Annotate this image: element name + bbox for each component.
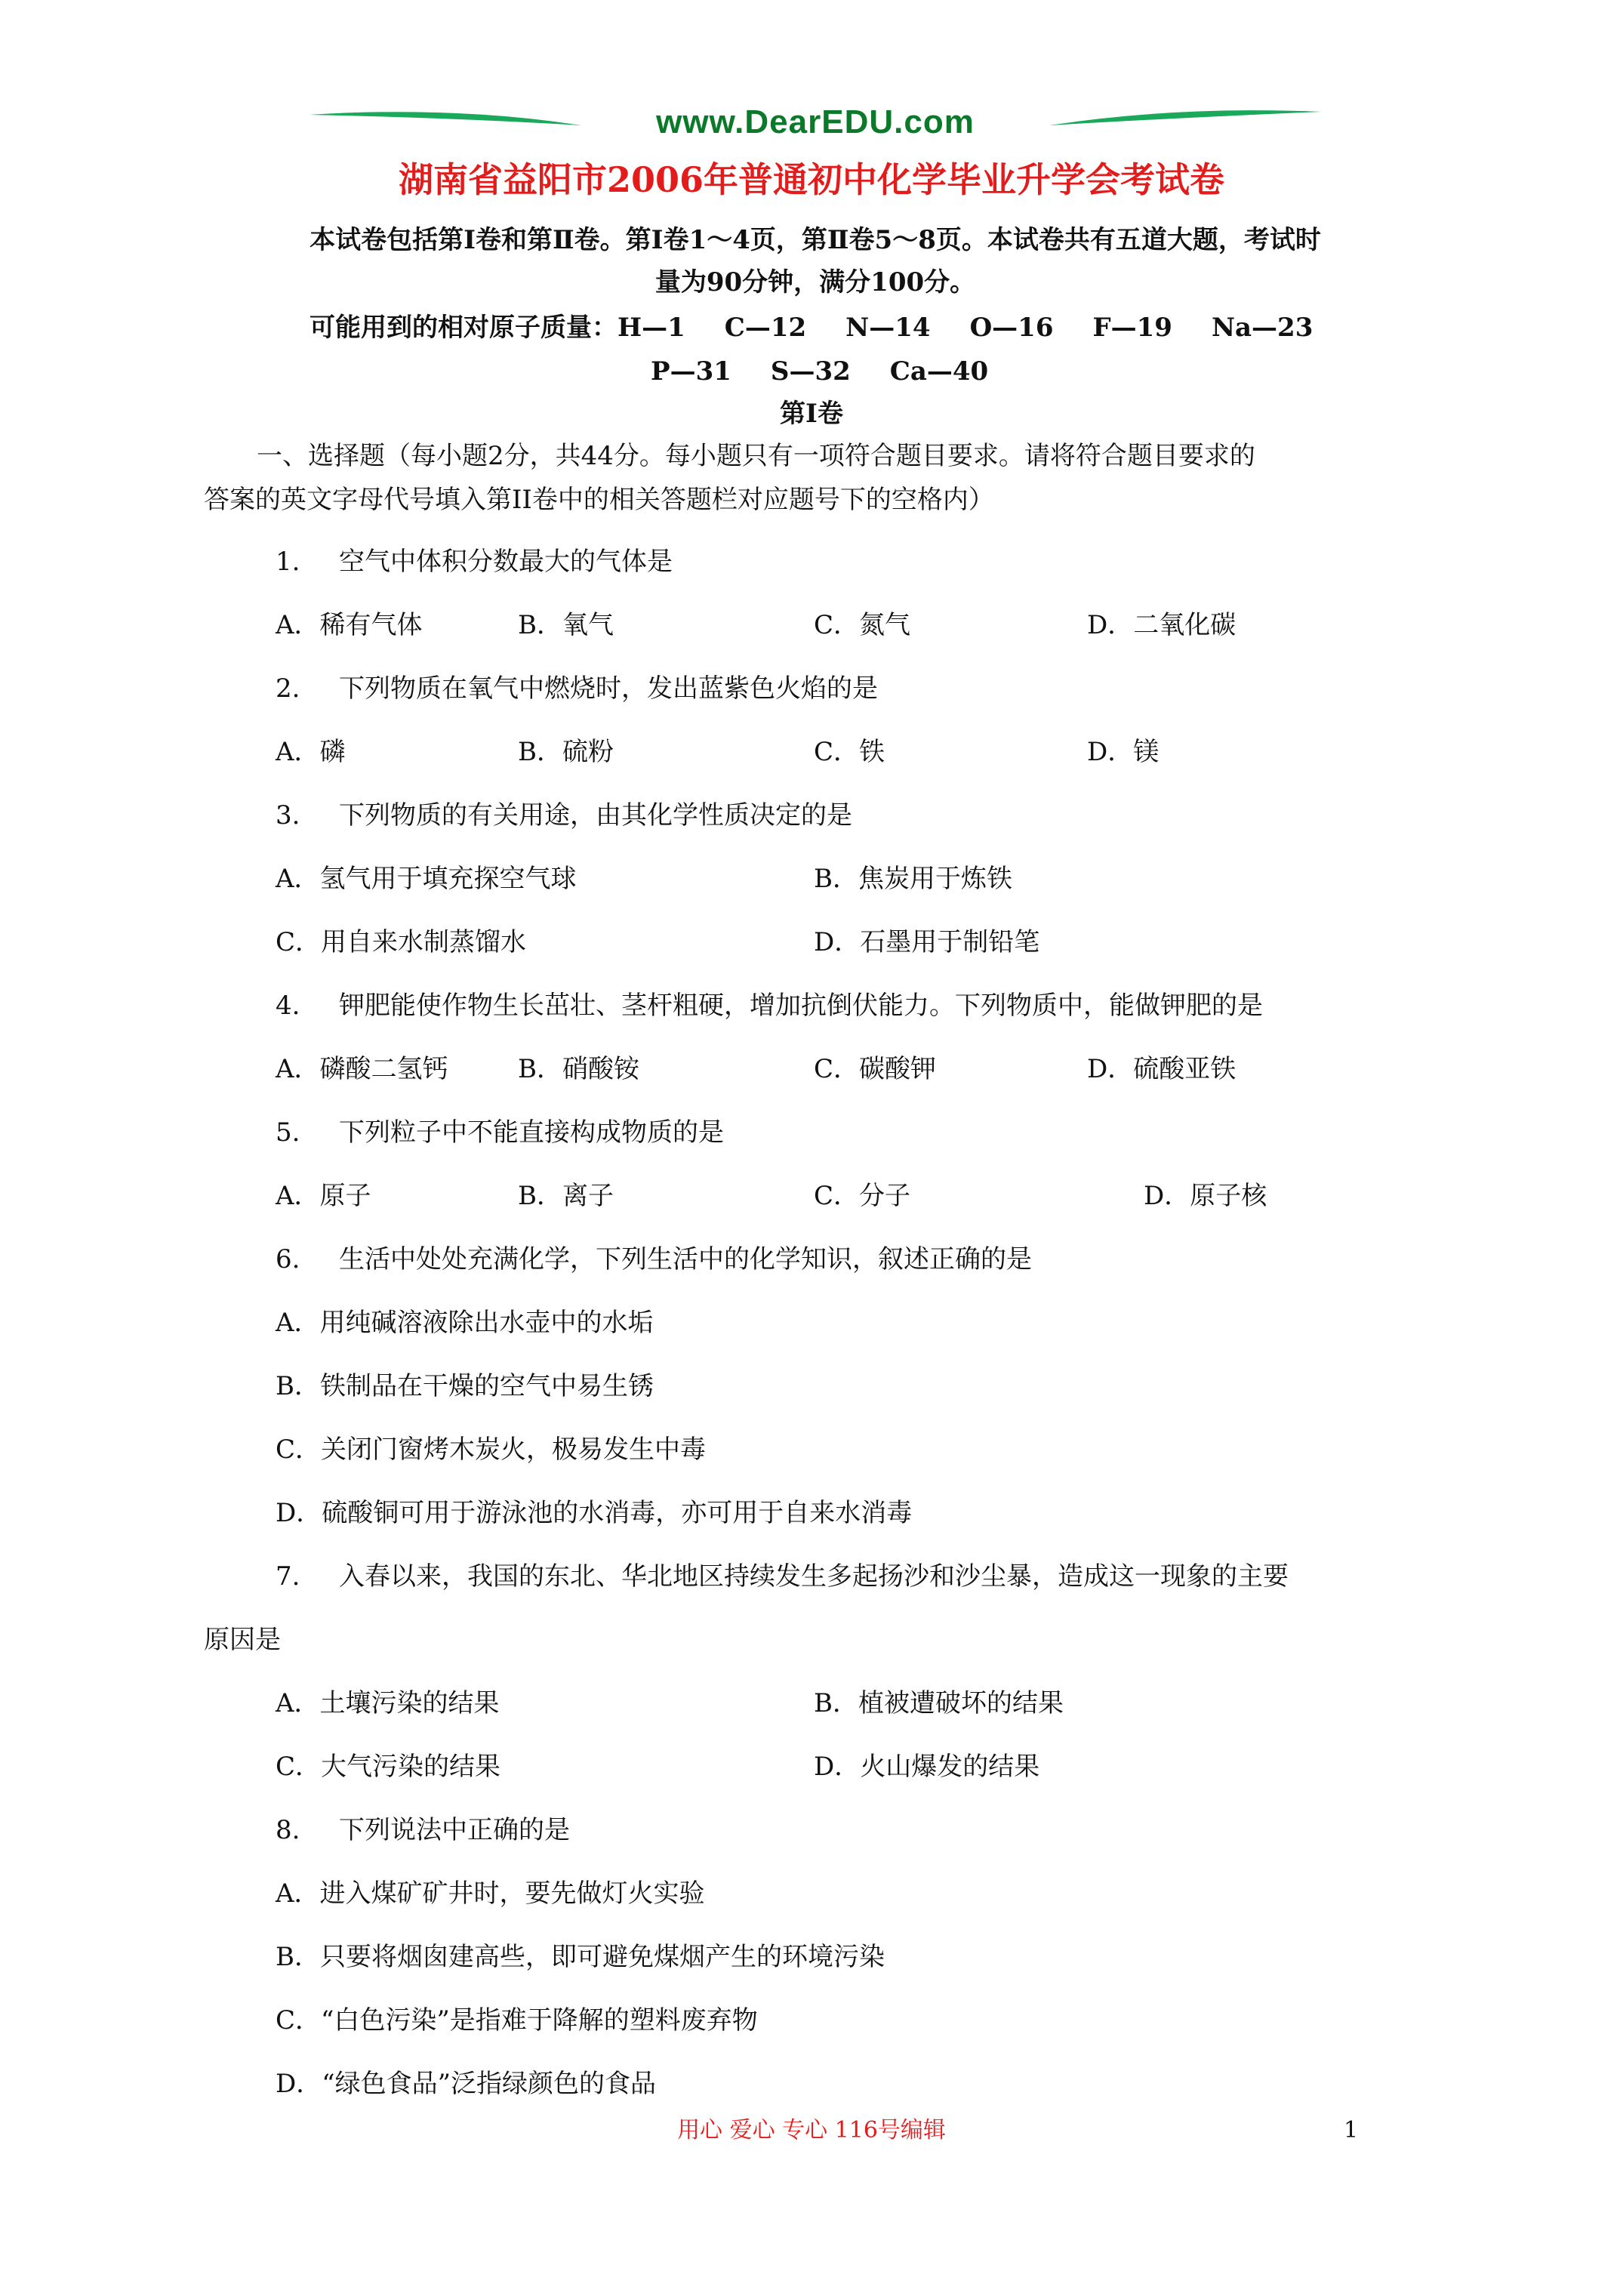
question-3 <box>276 794 852 837</box>
question-number: 3. <box>276 800 300 831</box>
site-banner <box>302 100 1329 153</box>
atomic-masses-label: 可能用到的相对原子质量： <box>310 313 617 343</box>
option-c[interactable]: C．用自来水制蒸馏水 <box>276 927 527 957</box>
option-b[interactable]: B．离子 <box>518 1181 614 1211</box>
option-a[interactable]: A．用纯碱溶液除出水壶中的水垢 <box>276 1308 654 1338</box>
question-stem: 下列粒子中不能直接构成物质的是 <box>339 1117 724 1148</box>
atomic-mass: Na—23 <box>1211 313 1313 343</box>
question-2 <box>276 667 878 710</box>
question-stem: 钾肥能使作物生长茁壮、茎杆粗硬，增加抗倒伏能力。下列物质中，能做钾肥的是 <box>339 991 1263 1021</box>
option-a[interactable]: A．土壤污染的结果 <box>276 1688 500 1718</box>
question-number: 6. <box>276 1244 300 1274</box>
option-d[interactable]: D．“绿色食品”泛指绿颜色的食品 <box>276 2069 657 2099</box>
atomic-mass: N—14 <box>845 313 931 343</box>
option-d[interactable]: D．二氧化碳 <box>1087 610 1236 640</box>
question-stem: 空气中体积分数最大的气体是 <box>339 547 673 577</box>
question-stem: 下列物质的有关用途，由其化学性质决定的是 <box>339 800 852 831</box>
option-c[interactable]: C．“白色污染”是指难于降解的塑料废弃物 <box>276 2005 758 2036</box>
question-7 <box>276 1555 1289 1598</box>
section-title: 第I卷 <box>780 399 843 429</box>
option-c[interactable]: C．铁 <box>814 737 885 767</box>
question-number: 4. <box>276 991 300 1021</box>
page-number: 1 <box>1344 2117 1359 2143</box>
option-d[interactable]: D．石墨用于制铅笔 <box>814 927 1040 957</box>
option-b[interactable]: B．铁制品在干燥的空气中易生锈 <box>276 1371 654 1401</box>
option-d[interactable]: D．硫酸铜可用于游泳池的水消毒，亦可用于自来水消毒 <box>276 1498 913 1528</box>
atomic-mass: F—19 <box>1092 313 1172 343</box>
question-stem: 生活中处处充满化学，下列生活中的化学知识，叙述正确的是 <box>339 1244 1032 1274</box>
option-d[interactable]: D．原子核 <box>1144 1181 1267 1211</box>
option-c[interactable]: C．氮气 <box>814 610 911 640</box>
document-title: 湖南省益阳市2006年普通初中化学毕业升学会考试卷 <box>398 159 1225 200</box>
question-stem: 下列说法中正确的是 <box>339 1815 570 1845</box>
option-b[interactable]: B．只要将烟囱建高些，即可避免煤烟产生的环境污染 <box>276 1942 885 1972</box>
atomic-masses-row-2 <box>651 350 1330 393</box>
question-number: 5. <box>276 1117 300 1148</box>
atomic-mass: S—32 <box>770 356 851 387</box>
option-b[interactable]: B．硝酸铵 <box>518 1054 639 1084</box>
option-b[interactable]: B．焦炭用于炼铁 <box>814 864 1012 894</box>
option-b[interactable]: B．氧气 <box>518 610 614 640</box>
atomic-mass: P—31 <box>651 356 731 387</box>
question-6 <box>276 1238 1032 1281</box>
atomic-mass: H—1 <box>617 313 685 343</box>
question-4 <box>276 985 1263 1027</box>
section-instructions-2: 答案的英文字母代号填入第II卷中的相关答题栏对应题号下的空格内） <box>204 485 994 515</box>
atomic-mass: Ca—40 <box>889 356 989 387</box>
section-instructions-1: 一、选择题（每小题2分，共44分。每小题只有一项符合题目要求。请将符合题目要求的 <box>257 441 1255 471</box>
option-c[interactable]: C．碳酸钾 <box>814 1054 937 1084</box>
option-d[interactable]: D．镁 <box>1087 737 1160 767</box>
question-stem-continued: 原因是 <box>204 1625 281 1655</box>
site-url[interactable]: www.DearEDU.com <box>656 103 975 140</box>
question-number: 8. <box>276 1815 300 1845</box>
option-d[interactable]: D．硫酸亚铁 <box>1087 1054 1236 1084</box>
question-number: 7. <box>276 1561 300 1592</box>
atomic-masses-row-1 <box>310 307 1442 349</box>
option-a[interactable]: A．原子 <box>276 1181 371 1211</box>
option-b[interactable]: B．硫粉 <box>518 737 614 767</box>
option-a[interactable]: A．稀有气体 <box>276 610 423 640</box>
question-stem: 入春以来，我国的东北、华北地区持续发生多起扬沙和沙尘暴，造成这一现象的主要 <box>339 1561 1289 1592</box>
question-number: 1. <box>276 547 300 577</box>
option-c[interactable]: C．分子 <box>814 1181 911 1211</box>
footer-note: 用心 爱心 专心 116号编辑 <box>677 2117 946 2143</box>
option-d[interactable]: D．火山爆发的结果 <box>814 1752 1040 1782</box>
question-8 <box>276 1809 570 1851</box>
question-5 <box>276 1111 724 1154</box>
option-c[interactable]: C．关闭门窗烤木炭火，极易发生中毒 <box>276 1435 707 1465</box>
option-a[interactable]: A．进入煤矿矿井时，要先做灯火实验 <box>276 1878 705 1909</box>
atomic-mass: C—12 <box>724 313 807 343</box>
option-c[interactable]: C．大气污染的结果 <box>276 1752 501 1782</box>
intro-line-2: 量为90分钟，满分100分。 <box>654 267 976 297</box>
option-a[interactable]: A．磷 <box>276 737 346 767</box>
atomic-mass: O—16 <box>969 313 1054 343</box>
option-b[interactable]: B．植被遭破坏的结果 <box>814 1688 1064 1718</box>
option-a[interactable]: A．氢气用于填充探空气球 <box>276 864 577 894</box>
intro-line-1: 本试卷包括第I卷和第Ⅱ卷。第I卷1～4页，第Ⅱ卷5～8页。本试卷共有五道大题，考试时 <box>310 225 1321 255</box>
question-1 <box>276 541 673 583</box>
question-number: 2. <box>276 673 300 704</box>
question-stem: 下列物质在氧气中燃烧时，发出蓝紫色火焰的是 <box>339 673 878 704</box>
option-a[interactable]: A．磷酸二氢钙 <box>276 1054 448 1084</box>
